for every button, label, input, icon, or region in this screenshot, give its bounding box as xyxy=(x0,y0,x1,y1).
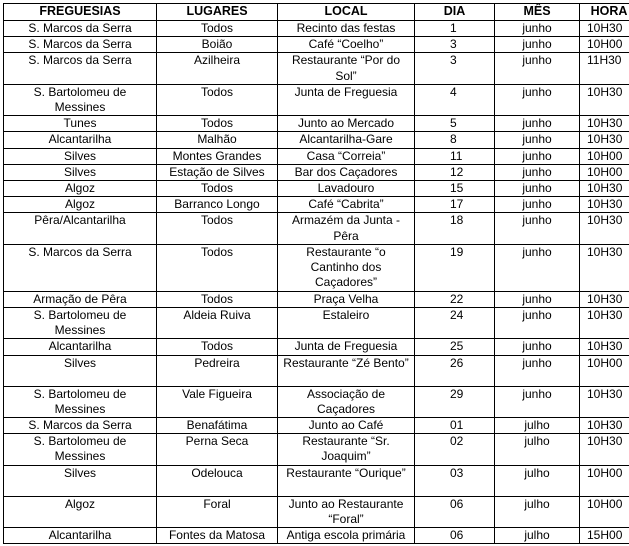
cell-dia: 1 xyxy=(415,21,495,37)
cell-hora: 10H00 xyxy=(580,148,629,164)
cell-hora: 10H00 xyxy=(580,465,629,496)
cell-local: Restaurante “Por do Sol” xyxy=(278,53,415,84)
table-row xyxy=(4,148,629,164)
cell-dia: 4 xyxy=(415,84,495,115)
cell-local: Praça Velha xyxy=(278,291,415,307)
cell-hora: 10H30 xyxy=(580,116,629,132)
cell-hora: 10H00 xyxy=(580,164,629,180)
table-row xyxy=(4,116,629,132)
cell-local: Junto ao Café xyxy=(278,418,415,434)
cell-lugar: Malhão xyxy=(157,132,278,148)
cell-hora: 10H30 xyxy=(580,84,629,115)
cell-mes: junho xyxy=(495,148,580,164)
cell-freguesia: S. Bartolomeu de Messines xyxy=(4,434,157,465)
cell-dia: 22 xyxy=(415,291,495,307)
cell-hora: 10H30 xyxy=(580,308,629,339)
cell-lugar: Boião xyxy=(157,37,278,53)
cell-local: Restaurante “Zé Bento” xyxy=(278,355,415,386)
cell-local: Junto ao Restaurante “Foral” xyxy=(278,496,415,527)
cell-dia: 06 xyxy=(415,528,495,544)
cell-dia: 12 xyxy=(415,164,495,180)
cell-local: Antiga escola primária xyxy=(278,528,415,544)
cell-lugar: Azilheira xyxy=(157,53,278,84)
cell-mes: junho xyxy=(495,116,580,132)
cell-lugar: Todos xyxy=(157,84,278,115)
cell-hora: 10H00 xyxy=(580,496,629,527)
cell-dia: 3 xyxy=(415,53,495,84)
cell-freguesia: Silves xyxy=(4,465,157,496)
cell-hora: 10H00 xyxy=(580,37,629,53)
cell-hora: 10H00 xyxy=(580,355,629,386)
cell-hora: 10H30 xyxy=(580,197,629,213)
cell-local: Junta de Freguesia xyxy=(278,339,415,355)
cell-mes: junho xyxy=(495,164,580,180)
cell-hora: 10H30 xyxy=(580,244,629,291)
cell-mes: junho xyxy=(495,308,580,339)
cell-freguesia: Tunes xyxy=(4,116,157,132)
cell-lugar: Montes Grandes xyxy=(157,148,278,164)
cell-mes: julho xyxy=(495,434,580,465)
table-row xyxy=(4,164,629,180)
header-mes: MÊS xyxy=(495,4,580,21)
cell-local: Café “Cabrita” xyxy=(278,197,415,213)
cell-local: Recinto das festas xyxy=(278,21,415,37)
cell-mes: junho xyxy=(495,213,580,244)
cell-dia: 03 xyxy=(415,465,495,496)
cell-local: Junto ao Mercado xyxy=(278,116,415,132)
table-row xyxy=(4,53,629,84)
table-row xyxy=(4,181,629,197)
cell-lugar: Todos xyxy=(157,291,278,307)
cell-dia: 25 xyxy=(415,339,495,355)
table-row xyxy=(4,37,629,53)
cell-local: Restaurante “Ourique” xyxy=(278,465,415,496)
cell-lugar: Todos xyxy=(157,244,278,291)
cell-local: Café “Coelho” xyxy=(278,37,415,53)
cell-freguesia: Alcantarilha xyxy=(4,528,157,544)
cell-freguesia: Alcantarilha xyxy=(4,339,157,355)
cell-freguesia: Silves xyxy=(4,355,157,386)
table-row xyxy=(4,386,629,417)
cell-hora: 11H30 xyxy=(580,53,629,84)
cell-local: Lavadouro xyxy=(278,181,415,197)
cell-mes: junho xyxy=(495,386,580,417)
cell-hora: 15H00 xyxy=(580,528,629,544)
table-row xyxy=(4,418,629,434)
table-row xyxy=(4,21,629,37)
cell-mes: julho xyxy=(495,418,580,434)
cell-dia: 11 xyxy=(415,148,495,164)
cell-local: Restaurante “Sr. Joaquim” xyxy=(278,434,415,465)
cell-dia: 8 xyxy=(415,132,495,148)
cell-hora: 10H30 xyxy=(580,291,629,307)
cell-mes: junho xyxy=(495,53,580,84)
cell-dia: 5 xyxy=(415,116,495,132)
table-row xyxy=(4,528,629,544)
cell-hora: 10H30 xyxy=(580,339,629,355)
cell-freguesia: S. Bartolomeu de Messines xyxy=(4,308,157,339)
cell-lugar: Todos xyxy=(157,21,278,37)
schedule-table xyxy=(3,3,629,544)
cell-mes: junho xyxy=(495,339,580,355)
table-row xyxy=(4,434,629,465)
cell-freguesia: S. Marcos da Serra xyxy=(4,37,157,53)
cell-local: Armazém da Junta - Pêra xyxy=(278,213,415,244)
cell-freguesia: Algoz xyxy=(4,496,157,527)
cell-mes: julho xyxy=(495,528,580,544)
cell-freguesia: S. Marcos da Serra xyxy=(4,244,157,291)
cell-freguesia: Algoz xyxy=(4,197,157,213)
cell-lugar: Foral xyxy=(157,496,278,527)
table-row xyxy=(4,465,629,496)
cell-freguesia: S. Marcos da Serra xyxy=(4,418,157,434)
cell-freguesia: S. Marcos da Serra xyxy=(4,53,157,84)
cell-dia: 17 xyxy=(415,197,495,213)
cell-mes: junho xyxy=(495,37,580,53)
cell-freguesia: S. Marcos da Serra xyxy=(4,21,157,37)
header-row xyxy=(4,4,629,21)
cell-mes: junho xyxy=(495,84,580,115)
cell-local: Junta de Freguesia xyxy=(278,84,415,115)
cell-lugar: Fontes da Matosa xyxy=(157,528,278,544)
header-dia: DIA xyxy=(415,4,495,21)
cell-mes: junho xyxy=(495,291,580,307)
cell-freguesia: S. Bartolomeu de Messines xyxy=(4,386,157,417)
cell-mes: junho xyxy=(495,197,580,213)
cell-local: Restaurante “o Cantinho dos Caçadores” xyxy=(278,244,415,291)
cell-mes: julho xyxy=(495,465,580,496)
cell-lugar: Todos xyxy=(157,339,278,355)
cell-lugar: Estação de Silves xyxy=(157,164,278,180)
cell-hora: 10H30 xyxy=(580,386,629,417)
cell-dia: 3 xyxy=(415,37,495,53)
header-hora: HORA xyxy=(580,4,629,21)
cell-lugar: Barranco Longo xyxy=(157,197,278,213)
cell-hora: 10H30 xyxy=(580,21,629,37)
table-row xyxy=(4,355,629,386)
cell-lugar: Vale Figueira xyxy=(157,386,278,417)
cell-local: Alcantarilha-Gare xyxy=(278,132,415,148)
cell-local: Associação de Caçadores xyxy=(278,386,415,417)
cell-dia: 19 xyxy=(415,244,495,291)
header-freguesias: FREGUESIAS xyxy=(4,4,157,21)
table-row xyxy=(4,213,629,244)
table-row xyxy=(4,291,629,307)
header-local: LOCAL xyxy=(278,4,415,21)
cell-dia: 02 xyxy=(415,434,495,465)
cell-dia: 24 xyxy=(415,308,495,339)
cell-mes: junho xyxy=(495,181,580,197)
cell-local: Casa “Correia” xyxy=(278,148,415,164)
header-lugares: LUGARES xyxy=(157,4,278,21)
table-row xyxy=(4,339,629,355)
cell-hora: 10H30 xyxy=(580,213,629,244)
cell-lugar: Pedreira xyxy=(157,355,278,386)
cell-lugar: Todos xyxy=(157,181,278,197)
cell-hora: 10H30 xyxy=(580,418,629,434)
cell-freguesia: S. Bartolomeu de Messines xyxy=(4,84,157,115)
cell-hora: 10H30 xyxy=(580,132,629,148)
cell-dia: 15 xyxy=(415,181,495,197)
cell-mes: junho xyxy=(495,132,580,148)
cell-mes: julho xyxy=(495,496,580,527)
cell-lugar: Benafátima xyxy=(157,418,278,434)
table-row xyxy=(4,496,629,527)
table-row xyxy=(4,197,629,213)
cell-freguesia: Alcantarilha xyxy=(4,132,157,148)
cell-freguesia: Algoz xyxy=(4,181,157,197)
cell-freguesia: Armação de Pêra xyxy=(4,291,157,307)
cell-lugar: Todos xyxy=(157,213,278,244)
table-row xyxy=(4,308,629,339)
cell-dia: 29 xyxy=(415,386,495,417)
cell-mes: junho xyxy=(495,21,580,37)
cell-dia: 06 xyxy=(415,496,495,527)
cell-hora: 10H30 xyxy=(580,181,629,197)
cell-freguesia: Pêra/Alcantarilha xyxy=(4,213,157,244)
cell-mes: junho xyxy=(495,355,580,386)
cell-dia: 01 xyxy=(415,418,495,434)
cell-dia: 18 xyxy=(415,213,495,244)
table-row xyxy=(4,244,629,291)
cell-local: Bar dos Caçadores xyxy=(278,164,415,180)
cell-lugar: Todos xyxy=(157,116,278,132)
cell-hora: 10H30 xyxy=(580,434,629,465)
cell-freguesia: Silves xyxy=(4,164,157,180)
cell-lugar: Aldeia Ruiva xyxy=(157,308,278,339)
cell-lugar: Perna Seca xyxy=(157,434,278,465)
cell-mes: junho xyxy=(495,244,580,291)
cell-lugar: Odelouca xyxy=(157,465,278,496)
table-row xyxy=(4,84,629,115)
cell-local: Estaleiro xyxy=(278,308,415,339)
table-row xyxy=(4,132,629,148)
cell-freguesia: Silves xyxy=(4,148,157,164)
cell-dia: 26 xyxy=(415,355,495,386)
